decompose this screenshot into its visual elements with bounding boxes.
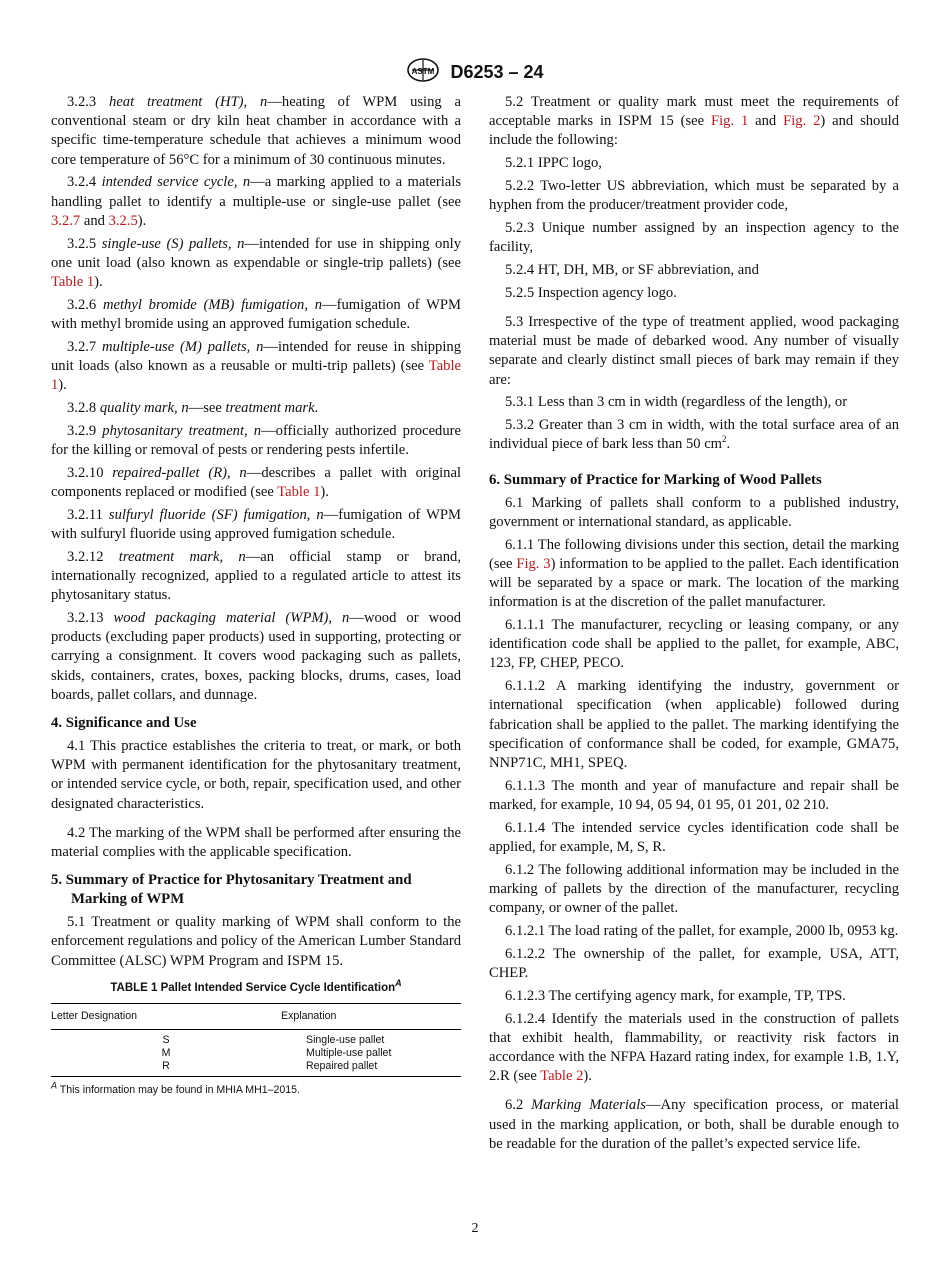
section-5-2-3: 5.2.3 Unique number assigned by an inspection agency to the facility, [489, 220, 899, 256]
fig-2-link[interactable]: Fig. 2 [783, 113, 821, 130]
astm-logo-icon [406, 57, 440, 88]
letter-cell: R [51, 1060, 281, 1077]
ref-3-2-7-link[interactable]: 3.2.7 [51, 212, 81, 229]
section-4-heading: 4. Significance and Use [51, 715, 197, 732]
section-6-heading: 6. Summary of Practice for Marking of Wood Pallets [489, 471, 822, 488]
section-6-1-2-1: 6.1.2.1 The load rating of the pallet, for example, 2000 lb, 0953 kg. [505, 923, 899, 940]
ref-3-2-5-link[interactable]: 3.2.5 [108, 212, 138, 229]
table-1 [51, 979, 461, 1077]
section-6-1-2-3: 6.1.2.3 The certifying agency mark, for example, TP, TPS. [505, 987, 846, 1004]
right-column [489, 93, 899, 1158]
table-1-caption: TABLE 1 Pallet Intended Service Cycle Identification$^A$ [110, 978, 402, 994]
letter-cell: M [161, 1047, 171, 1060]
section-6-1-1: 6.1.1 The following divisions under this section, detail the marking (see Fig. 3) information to be applied to the pallet. Each identification will be separated by a space or mark. The location of the marking information is at the discretion of the pallet manufacturer. [489, 536, 899, 611]
section-6-1-2: 6.1.2 The following additional information may be included in the marking of pallets by the direction of the manufacturer, recycling company, or owner of the pallet. [489, 861, 899, 917]
table-1-link[interactable]: Table 1 [51, 274, 95, 291]
section-3-2-12: 3.2.12 treatment mark, n—an official stamp or brand, internationally recognized, applied to a regulated article to attest its phytosanitary status. [51, 548, 462, 604]
column-header-explanation: Explanation [281, 1004, 461, 1030]
section-5-3-1: 5.3.1 Less than 3 cm in width (regardless of the length), or [505, 394, 848, 411]
section-4-2: 4.2 The marking of the WPM shall be performed after ensuring the material complies with the applicable specification. [51, 824, 461, 861]
table-1-link[interactable]: Table 1 [277, 484, 321, 501]
explanation-cell: Multiple-use pallet [306, 1047, 392, 1060]
section-3-2-5: 3.2.5 single-use (S) pallets, n—intended for use in shipping only one unit load (also known as expendable or single-trip pallets) (see Table 1). [51, 235, 461, 291]
column-header-letter: Letter Designation [51, 1004, 281, 1030]
section-6-1-1-2: 6.1.1.2 A marking identifying the industry, government or international specification (when applicable) followed during fabrication shall be applied to the pallet. The marking identifying the specification of conformance shall be coded, for example, GMA75, NNP71C, MH1, SPEQ. [489, 678, 899, 772]
document-id: D6253 – 24 [450, 62, 544, 82]
fig-1-link[interactable]: Fig. 1 [710, 113, 749, 130]
section-6-1: 6.1 Marking of pallets shall conform to a published industry, government or international standard, as applicable. [489, 494, 899, 530]
section-3-2-3: 3.2.3 heat treatment (HT), n—heating of WPM using a conventional steam or dry kiln heat chamber in accordance with a specific time-temperature schedule that achieves a minimum wood core temperature of 56°C for a minimum of 30 continuous minutes. [51, 94, 461, 168]
section-6-1-1-1: 6.1.1.1 The manufacturer, recycling or leasing company, or any identification code shall be applied to the pallet, for example, ABC, 123, FP, CHEP, PECO. [489, 617, 899, 672]
section-3-2-8: 3.2.8 quality mark, n—see treatment mark. [67, 400, 319, 417]
section-3-2-7: 3.2.7 multiple-use (M) pallets, n—intended for reuse in shipping unit loads (also known as a reusable or multi-trip pallets) (see Table 1). [51, 338, 462, 394]
svg-text:ASTM: ASTM [412, 67, 435, 76]
section-3-2-11: 3.2.11 sulfuryl fluoride (SF) fumigation, n—fumigation of WPM with sulfuryl fluoride using approved fumigation schedule. [51, 506, 461, 543]
table-1-footnote: $^A$ This information may be found in MHIA MH1–2015. [51, 1080, 301, 1097]
table-header-row [51, 1004, 461, 1030]
section-5-2-1: 5.2.1 IPPC logo, [505, 155, 602, 172]
section-3-2-6: 3.2.6 methyl bromide (MB) fumigation, n—fumigation of WPM with methyl bromide using an approved fumigation schedule. [51, 296, 461, 333]
section-4-1: 4.1 This practice establishes the criteria to treat, or mark, or both WPM with permanent identification for the phytosanitary treatment, or intended service cycle, or both, repair, specification used, and other designated characteristics. [51, 738, 461, 812]
section-6-1-1-3: 6.1.1.3 The month and year of manufacture and repair shall be marked, for example, 10 94, 05 94, 01 95, 01 201, 02 210. [489, 777, 899, 814]
table-row [51, 1047, 461, 1060]
fig-3-link[interactable]: Fig. 3 [516, 555, 551, 572]
section-3-2-10: 3.2.10 repaired-pallet (R), n—describes a pallet with original components replaced or modified (see Table 1). [51, 464, 461, 501]
section-5-1: 5.1 Treatment or quality marking of WPM shall conform to the enforcement regulations and policy of the American Lumber Standard Committee (ALSC) WPM Program and ISPM 15. [51, 914, 461, 969]
section-3-2-13: 3.2.13 wood packaging material (WPM), n—wood or wood products (excluding paper products) used in supporting, protecting or carrying a consignment. It covers wood packaging such as pallets, skids, containers, crates, boxes, packing blocks, drums, cases, load boards, pallet collars, and dunnage. [51, 610, 462, 703]
section-5-heading: 5. Summary of Practice for Phytosanitary Treatment and Marking of WPM [51, 872, 412, 908]
page-number: 2 [471, 1221, 479, 1236]
section-3-2-9: 3.2.9 phytosanitary treatment, n—officially authorized procedure for the killing or removal of pests or rendering pests infertile. [51, 422, 461, 459]
section-5-3: 5.3 Irrespective of the type of treatment applied, wood packaging material must be made of debarked wood. Any number of visually separate and clearly distinct small pieces of bark may remain if they are: [489, 314, 899, 388]
section-6-1-2-4: 6.1.2.4 Identify the materials used in the construction of pallets that exhibit health, flammability, or reactivity risk factors in accordance with the NFPA Hazard rating index, for example 1.B, 1.Y, 2.R (see Table 2). [489, 1010, 899, 1085]
section-5-3-2: 5.3.2 Greater than 3 cm in width, with the total surface area of an individual piece of bark less than 50 $cm^2$. [489, 417, 899, 453]
section-5-2-2: 5.2.2 Two-letter US abbreviation, which must be separated by a hyphen from the producer/treatment provider code, [489, 178, 899, 214]
left-column [51, 93, 461, 1100]
page-header [0, 57, 950, 88]
letter-cell: S [162, 1034, 170, 1047]
explanation-cell: Repaired pallet [281, 1060, 461, 1077]
section-6-1-1-4: 6.1.1.4 The intended service cycles identification code shall be applied, for example, M, S, R. [489, 819, 899, 856]
table-2-link[interactable]: Table 2 [540, 1068, 584, 1085]
section-5-2-4: 5.2.4 HT, DH, MB, or SF abbreviation, and [505, 262, 759, 278]
table-row [51, 1060, 461, 1077]
explanation-cell: Single-use pallet [306, 1034, 385, 1047]
section-5-2-5: 5.2.5 Inspection agency logo. [505, 284, 677, 301]
section-6-2: 6.2 Marking Materials—Any specification process, or material used in the marking application, or both, shall be durable enough to be readable for the duration of the pallet’s expected service life. [489, 1097, 899, 1152]
table-row [51, 1030, 461, 1048]
section-6-1-2-2: 6.1.2.2 The ownership of the pallet, for example, USA, ATT, CHEP. [489, 945, 899, 982]
section-3-2-4: 3.2.4 intended service cycle, n—a marking applied to a materials handling pallet to identify a multiple-use or single-use pallet (see 3.2.7 and 3.2.5). [51, 174, 462, 229]
section-5-2: 5.2 Treatment or quality mark must meet the requirements of acceptable marks in ISPM 15 (see Fig. 1 and Fig. 2) and should include the following: [489, 94, 900, 149]
table-1-link[interactable]: Table 1 [51, 358, 461, 394]
